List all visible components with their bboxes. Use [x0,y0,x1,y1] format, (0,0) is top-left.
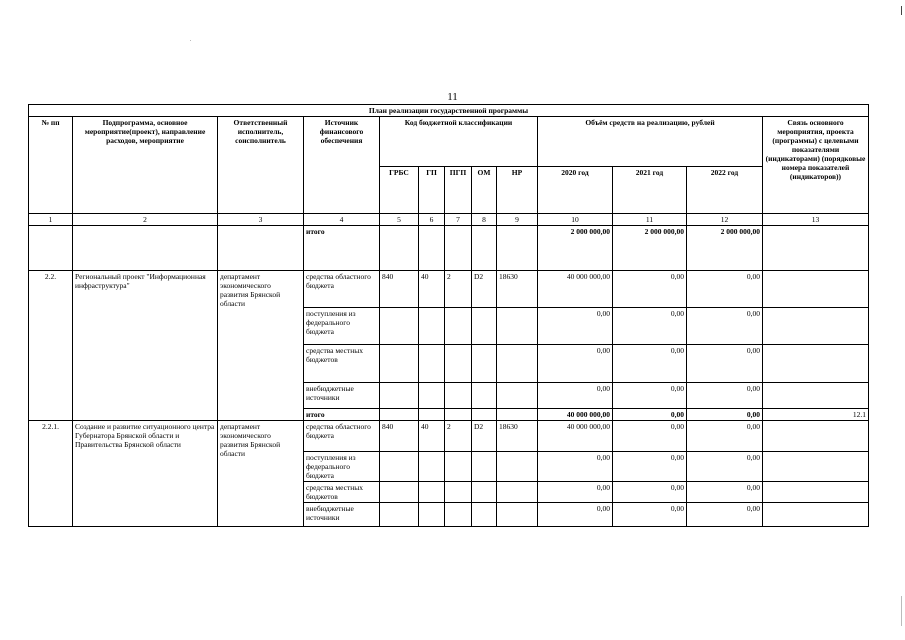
code-grbs: 840 [380,421,419,452]
source-label: поступления из федерального бюджета [304,452,380,482]
source-label: внебюджетные источники [304,383,380,409]
col-number: 12 [687,214,763,226]
code-grbs: 840 [380,271,419,308]
col-number: 6 [419,214,445,226]
header-num: № пп [29,117,73,214]
header-executor: Ответственный исполнитель, соисполнитель [218,117,304,214]
value-2021: 0,00 [613,503,687,527]
value-2021: 0,00 [613,383,687,409]
value-2022: 0,00 [687,271,763,308]
value-2021: 0,00 [613,308,687,345]
scan-speck [190,40,191,41]
value-2021: 0,00 [613,271,687,308]
value-2021: 2 000 000,00 [613,226,687,271]
table-row [29,226,869,271]
header-nr: НР [497,167,538,214]
value-2022: 0,00 [687,308,763,345]
value-2020: 0,00 [538,345,613,383]
code-om: D2 [472,271,497,308]
value-2020: 40 000 000,00 [538,409,613,421]
value-2020: 2 000 000,00 [538,226,613,271]
col-number: 7 [445,214,472,226]
value-2022: 0,00 [687,482,763,503]
value-2021: 0,00 [613,452,687,482]
executor-name: департамент экономического развития Брянской области [218,271,304,421]
value-2021: 0,00 [613,409,687,421]
header-volume: Объём средств на реализацию, рублей [538,117,763,167]
source-label: внебюджетные источники [304,503,380,527]
value-2022: 0,00 [687,452,763,482]
value-2022: 0,00 [687,345,763,383]
row-number: 2.2. [29,271,73,421]
col-number: 3 [218,214,304,226]
value-2020: 40 000 000,00 [538,271,613,308]
indicator-link: 12.1 [763,409,869,421]
page-number: 11 [447,91,458,103]
header-om: ОМ [472,167,497,214]
table-row [29,421,869,452]
col-number: 10 [538,214,613,226]
value-2020: 0,00 [538,452,613,482]
source-label: средства местных бюджетов [304,482,380,503]
header-source: Источник финансового обеспечения [304,117,380,214]
table-row [29,271,869,308]
value-2022: 0,00 [687,409,763,421]
source-label: средства местных бюджетов [304,345,380,383]
col-number: 2 [73,214,218,226]
header-2021: 2021 год [613,167,687,214]
measure-name: Региональный проект "Информационная инфраструктура" [73,271,218,421]
col-number: 5 [380,214,419,226]
col-number: 4 [304,214,380,226]
value-2020: 40 000 000,00 [538,421,613,452]
value-2020: 0,00 [538,503,613,527]
source-label: поступления из федерального бюджета [304,308,380,345]
value-2020: 0,00 [538,308,613,345]
value-2020: 0,00 [538,482,613,503]
source-label: средства областного бюджета [304,421,380,452]
header-subprogram: Подпрограмма, основное мероприятие(проект), направление расходов, мероприятие [73,117,218,214]
value-2022: 2 000 000,00 [687,226,763,271]
program-plan-table [28,104,869,527]
value-2021: 0,00 [613,421,687,452]
header-pgp: ПГП [445,167,472,214]
col-number: 1 [29,214,73,226]
header-2020: 2020 год [538,167,613,214]
scan-edge-mark [901,596,902,626]
header-2022: 2022 год [687,167,763,214]
value-2021: 0,00 [613,482,687,503]
scan-edge-mark [901,6,902,15]
header-grbs: ГРБС [380,167,419,214]
value-2022: 0,00 [687,421,763,452]
header-gp: ГП [419,167,445,214]
col-number: 9 [497,214,538,226]
value-2022: 0,00 [687,503,763,527]
code-pgp: 2 [445,271,472,308]
code-gp: 40 [419,271,445,308]
executor-name: департамент экономического развития Брянской области [218,421,304,527]
source-label: средства областного бюджета [304,271,380,308]
measure-name: Создание и развитие ситуационного центра Губернатора Брянской области и Правительства Брянской области [73,421,218,527]
col-number: 8 [472,214,497,226]
code-nr: 18630 [497,421,538,452]
code-pgp: 2 [445,421,472,452]
code-gp: 40 [419,421,445,452]
row-number: 2.2.1. [29,421,73,527]
code-om: D2 [472,421,497,452]
table-caption: План реализации государственной программы [29,105,869,117]
value-2022: 0,00 [687,383,763,409]
col-number: 11 [613,214,687,226]
source-label: итого [304,226,380,271]
header-budget-code: Код бюджетной классификации [380,117,538,167]
value-2021: 0,00 [613,345,687,383]
col-number: 13 [763,214,869,226]
value-2020: 0,00 [538,383,613,409]
header-link: Связь основного мероприятия, проекта (программы) с целевыми показателями (индикаторами) (порядковые номера показателей (индикаторов)) [763,117,869,214]
source-label: итого [304,409,380,421]
code-nr: 18630 [497,271,538,308]
